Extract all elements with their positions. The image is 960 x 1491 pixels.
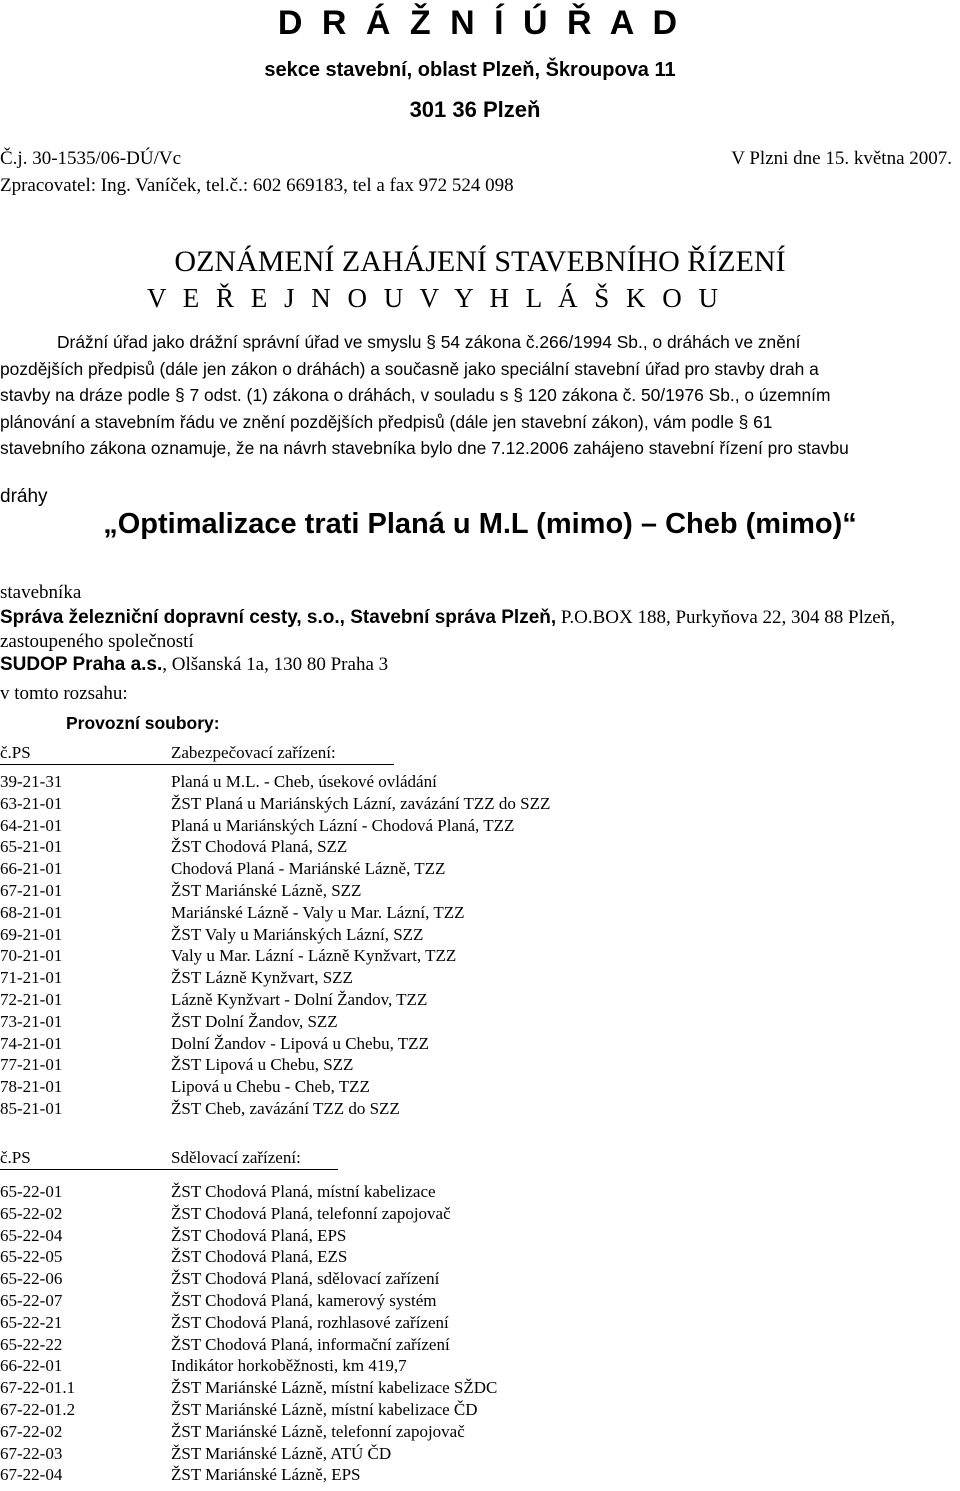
ps-code: 65-22-05 (0, 1247, 63, 1267)
intro-paragraph (0, 329, 960, 462)
ps-description: ŽST Planá u Mariánských Lázní, zavázání TZZ do SZZ (171, 793, 551, 813)
section2-code-header: č.PS (0, 1148, 31, 1167)
ps-description: ŽST Chodová Planá, místní kabelizace (171, 1182, 436, 1201)
representative-line (0, 654, 388, 676)
reference-number: Č.j. 30-1535/06-DÚ/Vc (0, 148, 182, 169)
ps-code: 65-22-07 (0, 1291, 63, 1310)
builder-address: P.O.BOX 188, Purkyňova 22, 304 88 Plzeň, (556, 607, 895, 628)
ps-description: ŽST Mariánské Lázně, místní kabelizace SŽDC (171, 1378, 498, 1398)
ps-description: ŽST Valy u Mariánských Lázní, SZZ (171, 924, 424, 944)
ps-description: Lázně Kynžvart - Dolní Žandov, TZZ (171, 990, 428, 1009)
section1-code-header: č.PS (0, 743, 31, 762)
ps-code: 85-21-01 (0, 1099, 63, 1118)
ps-code: 77-21-01 (0, 1055, 63, 1075)
ps-description: Dolní Žandov - Lipová u Chebu, TZZ (171, 1033, 429, 1053)
ps-code: 65-22-06 (0, 1269, 63, 1289)
ps-code: 70-21-01 (0, 946, 63, 966)
intro-line: pozdějších předpisů (dále jen zákon o dráhách) a současně jako speciální stavební úřad pro stavby drah a (0, 358, 819, 379)
notice-subheading: V E Ř E J N O U V Y H L Á Š K O U (146, 283, 724, 313)
ps-description: Lipová u Chebu - Cheb, TZZ (171, 1077, 370, 1097)
ps-code: 66-21-01 (0, 859, 63, 879)
intro-line: stavebního zákona oznamuje, že na návrh stavebníka bylo dne 7.12.2006 zahájeno stavební řízení pro stavbu (0, 438, 849, 458)
section2-title: Sdělovací zařízení: (171, 1148, 301, 1167)
ps-description: ŽST Chodová Planá, sdělovací zařízení (171, 1269, 440, 1289)
ps-description: Chodová Planá - Mariánské Lázně, TZZ (171, 859, 446, 879)
ps-code: 66-22-01 (0, 1356, 63, 1376)
ps-description: Valy u Mar. Lázní - Lázně Kynžvart, TZZ (171, 946, 457, 966)
intro-last-word: dráhy (0, 486, 48, 507)
notice-heading: OZNÁMENÍ ZAHÁJENÍ STAVEBNÍHO ŘÍZENÍ (174, 245, 786, 278)
intro-line: plánování a stavebním řádu ve znění pozdějších předpisů (dále jen stavební zákon), vám podle § 61 (0, 411, 773, 432)
builder-line (0, 607, 895, 629)
ps-description: ŽST Chodová Planá, informační zařízení (171, 1334, 450, 1354)
representative-address: , Olšanská 1a, 130 80 Praha 3 (162, 654, 389, 675)
representative-name: SUDOP Praha a.s. (0, 654, 163, 675)
scope-label: v tomto rozsahu: (0, 683, 128, 704)
ps-code: 65-22-01 (0, 1182, 63, 1201)
document-date: V Plzni dne 15. května 2007. (731, 148, 952, 169)
ps-description: ŽST Chodová Planá, rozhlasové zařízení (171, 1312, 449, 1332)
ps-code: 65-21-01 (0, 837, 63, 857)
office-section: sekce stavební, oblast Plzeň, Škroupova 11 (264, 59, 676, 81)
builder-name: Správa železniční dopravní cesty, s.o., Stavební správa Plzeň, (0, 607, 557, 628)
section2-underline (0, 1169, 338, 1170)
project-title: „Optimalizace trati Planá u M.L (mimo) – Cheb (mimo)“ (103, 508, 857, 540)
sections-title: Provozní soubory: (66, 713, 220, 733)
ps-code: 67-22-01.2 (0, 1400, 76, 1419)
ps-description: ŽST Lipová u Chebu, SZZ (171, 1055, 354, 1075)
processor-contact: Zpracovatel: Ing. Vaníček, tel.č.: 602 669183, tel a fax 972 524 098 (0, 175, 514, 196)
builder-label: stavebníka (0, 582, 82, 603)
ps-code: 65-22-22 (0, 1334, 63, 1354)
intro-line: Drážní úřad jako drážní správní úřad ve smyslu § 54 zákona č.266/1994 Sb., o dráhách ve znění (57, 332, 801, 352)
section1-title: Zabezpečovací zařízení: (171, 743, 336, 762)
ps-description: Planá u M.L. - Cheb, úsekové ovládání (171, 772, 437, 791)
ps-description: ŽST Chodová Planá, EPS (171, 1225, 347, 1245)
ps-description: Indikátor horkoběžnosti, km 419,7 (171, 1356, 407, 1376)
section1-underline (0, 764, 394, 765)
ps-description: ŽST Mariánské Lázně, ATÚ ČD (171, 1443, 392, 1463)
ps-code: 73-21-01 (0, 1011, 63, 1031)
ps-description: Mariánské Lázně - Valy u Mar. Lázní, TZZ (171, 902, 465, 922)
represented-label: zastoupeného společností (0, 631, 194, 652)
ps-description: ŽST Mariánské Lázně, SZZ (171, 881, 362, 900)
ps-description: ŽST Mariánské Lázně, telefonní zapojovač (171, 1421, 465, 1441)
ps-code: 65-22-21 (0, 1312, 63, 1332)
ps-code: 67-22-03 (0, 1443, 63, 1463)
intro-line: stavby na dráze podle § 7 odst. (1) zákona o dráhách, v souladu s § 120 zákona č. 50/1976 Sb., o územním (0, 385, 831, 405)
ps-description: ŽST Mariánské Lázně, místní kabelizace ČD (171, 1400, 478, 1419)
ps-description: ŽST Dolní Žandov, SZZ (171, 1011, 338, 1031)
ps-description: ŽST Chodová Planá, EZS (171, 1247, 348, 1267)
ps-code: 67-22-02 (0, 1421, 63, 1441)
ps-code: 67-22-01.1 (0, 1378, 76, 1398)
ps-code: 68-21-01 (0, 902, 63, 922)
ps-code: 65-22-04 (0, 1225, 63, 1245)
ps-code: 39-21-31 (0, 772, 63, 791)
ps-code: 72-21-01 (0, 990, 63, 1009)
ps-description: Planá u Mariánských Lázní - Chodová Planá, TZZ (171, 815, 515, 835)
ps-code: 67-21-01 (0, 881, 63, 900)
ps-code: 71-21-01 (0, 968, 63, 988)
ps-description: ŽST Lázně Kynžvart, SZZ (171, 968, 353, 988)
ps-code: 65-22-02 (0, 1203, 63, 1223)
office-title: D R Á Ž N Í Ú Ř A D (277, 4, 683, 42)
office-address: 301 36 Plzeň (409, 97, 541, 122)
ps-description: ŽST Cheb, zavázání TZZ do SZZ (171, 1099, 400, 1118)
ps-code: 69-21-01 (0, 924, 63, 944)
ps-description: ŽST Chodová Planá, telefonní zapojovač (171, 1203, 451, 1223)
ps-description: ŽST Chodová Planá, SZZ (171, 837, 348, 857)
ps-code: 67-22-04 (0, 1465, 63, 1485)
ps-description: ŽST Mariánské Lázně, EPS (171, 1465, 361, 1485)
ps-code: 64-21-01 (0, 815, 63, 835)
ps-description: ŽST Chodová Planá, kamerový systém (171, 1291, 437, 1310)
ps-code: 63-21-01 (0, 793, 63, 813)
ps-code: 78-21-01 (0, 1077, 63, 1097)
ps-code: 74-21-01 (0, 1033, 63, 1053)
